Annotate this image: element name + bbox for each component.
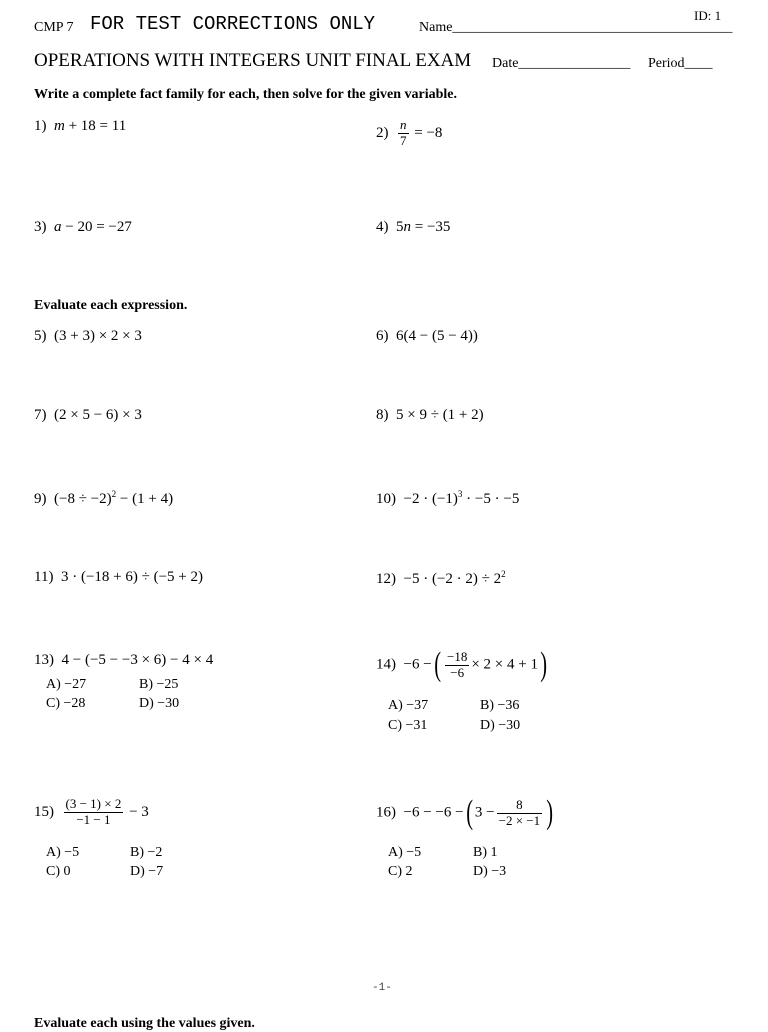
problem-14-choice-a: A) −37 <box>388 698 429 713</box>
section-instructions-fact-family: Write a complete fact family for each, then solve for the given variable. <box>34 87 458 102</box>
course-label: CMP 7 <box>34 20 74 35</box>
problem-2: 2) $\frac{n}{7}$ = −8 <box>376 117 443 148</box>
test-corrections-stamp: FOR TEST CORRECTIONS ONLY <box>90 13 376 35</box>
problem-15-choice-b: B) −2 <box>130 845 163 860</box>
problem-13: 13) 4 − (−5 − −3 × 6) − 4 × 4 <box>34 652 214 668</box>
problem-6: 6) 6(4 − (5 − 4)) <box>376 328 478 344</box>
problem-15-choice-c: C) 0 <box>46 864 71 879</box>
problem-14: 14) −6 −( $\frac{-18}{-6}$ × 2 × 4 + 1) <box>376 646 548 683</box>
section-instructions-evaluate: Evaluate each expression. <box>34 298 188 313</box>
problem-16-choice-d: D) −3 <box>473 864 507 879</box>
problem-5: 5) (3 + 3) × 2 × 3 <box>34 328 142 344</box>
problem-7: 7) (2 × 5 − 6) × 3 <box>34 407 142 423</box>
section-instructions-evaluate-values: Evaluate each using the values given. <box>34 1016 255 1031</box>
problem-14-choice-b: B) −36 <box>480 698 520 713</box>
problem-14-choice-c: C) −31 <box>388 718 428 733</box>
problem-4: 4) 5n = −35 <box>376 219 451 235</box>
problem-16-choice-a: A) −5 <box>388 845 422 860</box>
id-label: ID: 1 <box>694 8 722 23</box>
problem-10: $10) -2 \cdot (-1)^3 \cdot -5 \cdot -5$ <box>376 489 520 507</box>
problem-14-choice-d: D) −30 <box>480 718 521 733</box>
problem-16-choice-b: B) 1 <box>473 845 498 860</box>
date-field: Date________________ <box>492 56 631 71</box>
problem-11: 11) 3 · (−18 + 6) ÷ (−5 + 2) <box>34 569 203 585</box>
problem-15-choice-a: A) −5 <box>46 845 80 860</box>
problem-9: 9) $(-8 \div -2)^2 - (1 + 4)$ <box>34 489 174 507</box>
problem-13-choice-a: A) −27 <box>46 677 87 692</box>
problem-12: $12) -5 \cdot (-2 \cdot 2) \div 2^2$ <box>376 569 506 587</box>
name-field: Name________________________________________ <box>419 20 733 35</box>
problem-16: 16) −6 − −6 −( 3 − $\frac{8}{-2 \times -1}$ ) <box>376 794 554 831</box>
problem-16-choice-c: C) 2 <box>388 864 413 879</box>
problem-13-choice-c: C) −28 <box>46 696 86 711</box>
page-number: -1- <box>372 982 392 994</box>
problem-3: 3) a − 20 = −27 <box>34 219 132 235</box>
period-field: Period____ <box>648 56 713 71</box>
problem-13-choice-b: B) −25 <box>139 677 179 692</box>
problem-8: 8) 5 × 9 ÷ (1 + 2) <box>376 407 484 423</box>
problem-15: 15) $\frac{(3 - 1) \times 2}{-1 - 1}$ − 3 <box>34 796 149 827</box>
problem-15-choice-d: D) −7 <box>130 864 164 879</box>
exam-title: OPERATIONS WITH INTEGERS UNIT FINAL EXAM <box>34 50 472 71</box>
problem-13-choice-d: D) −30 <box>139 696 180 711</box>
problem-1: 1) m + 18 = 11 <box>34 118 127 134</box>
